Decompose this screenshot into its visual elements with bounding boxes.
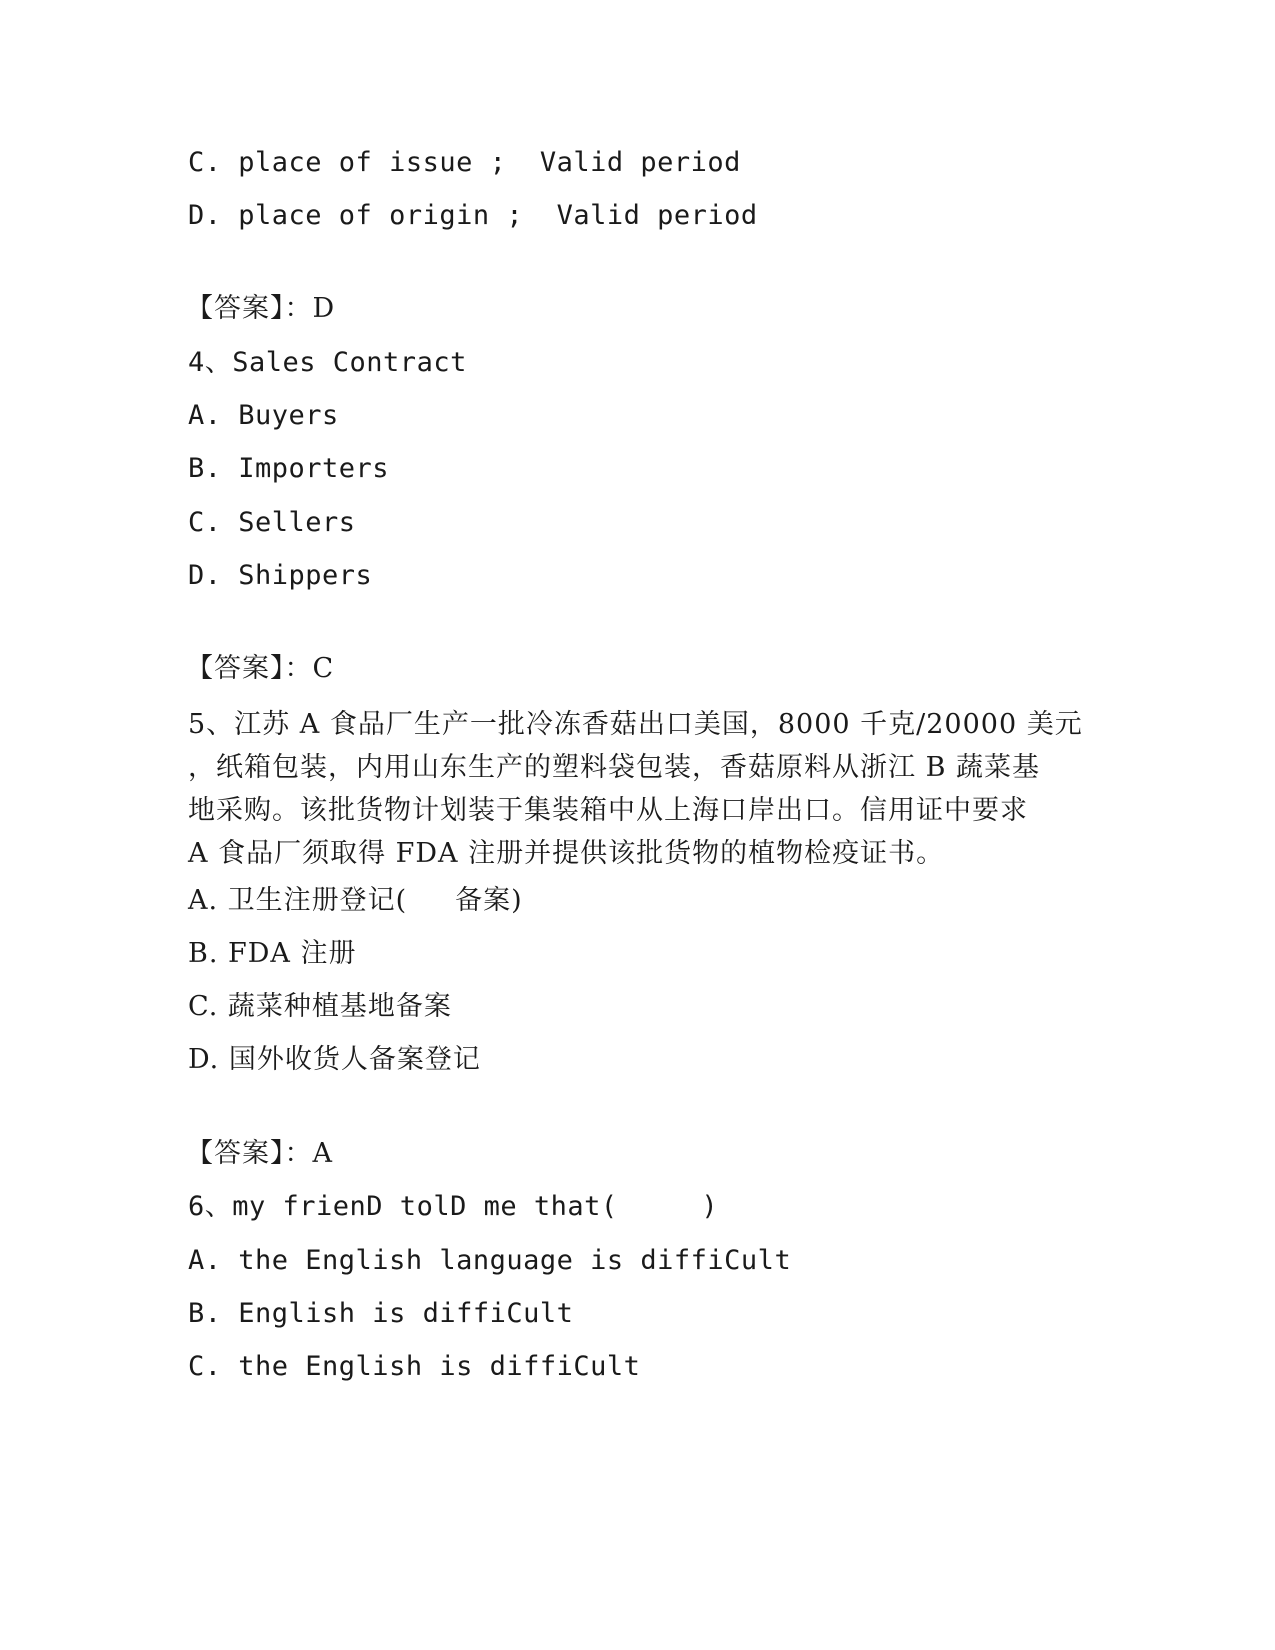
q4-option-a: A. Buyers — [188, 400, 339, 431]
q5-question — [188, 703, 1083, 875]
q6-option-b: B. English is diffiCult — [188, 1298, 574, 1329]
q4-option-d: D. Shippers — [188, 560, 373, 591]
q4-question: 4、Sales Contract — [188, 347, 467, 378]
q4-option-b: B. Importers — [188, 453, 390, 484]
q3-option-d: D. place of origin ; Valid period — [188, 200, 758, 231]
q5-option-a: A. 卫生注册登记( 备案) — [188, 885, 523, 916]
q5-option-d: D. 国外收货人备案登记 — [188, 1044, 481, 1075]
q6-option-a: A. the English language is diffiCult — [188, 1245, 792, 1276]
q4-option-c: C. Sellers — [188, 507, 356, 538]
q6-question: 6、my frienD tolD me that( ) — [188, 1191, 719, 1222]
q6-option-c: C. the English is diffiCult — [188, 1351, 641, 1382]
q3-answer: 【答案】：D — [186, 293, 336, 324]
q5-question-line: A 食品厂须取得 FDA 注册并提供该批货物的植物检疫证书。 — [188, 838, 945, 869]
q4-answer: 【答案】：C — [186, 653, 335, 684]
q3-option-c: C. place of issue ; Valid period — [188, 147, 741, 178]
q5-question-line: ，纸箱包装，内用山东生产的塑料袋包装，香菇原料从浙江 B 蔬菜基 — [188, 752, 1041, 783]
q5-option-c: C. 蔬菜种植基地备案 — [188, 991, 452, 1022]
q5-question-line: 5、江苏 A 食品厂生产一批冷冻香菇出口美国，8000 千克/20000 美元 — [188, 709, 1083, 740]
q5-option-b: B. FDA 注册 — [188, 938, 357, 969]
q5-question-line: 地采购。该批货物计划装于集装箱中从上海口岸出口。信用证中要求 — [188, 795, 1028, 826]
q5-answer: 【答案】：A — [186, 1138, 333, 1169]
